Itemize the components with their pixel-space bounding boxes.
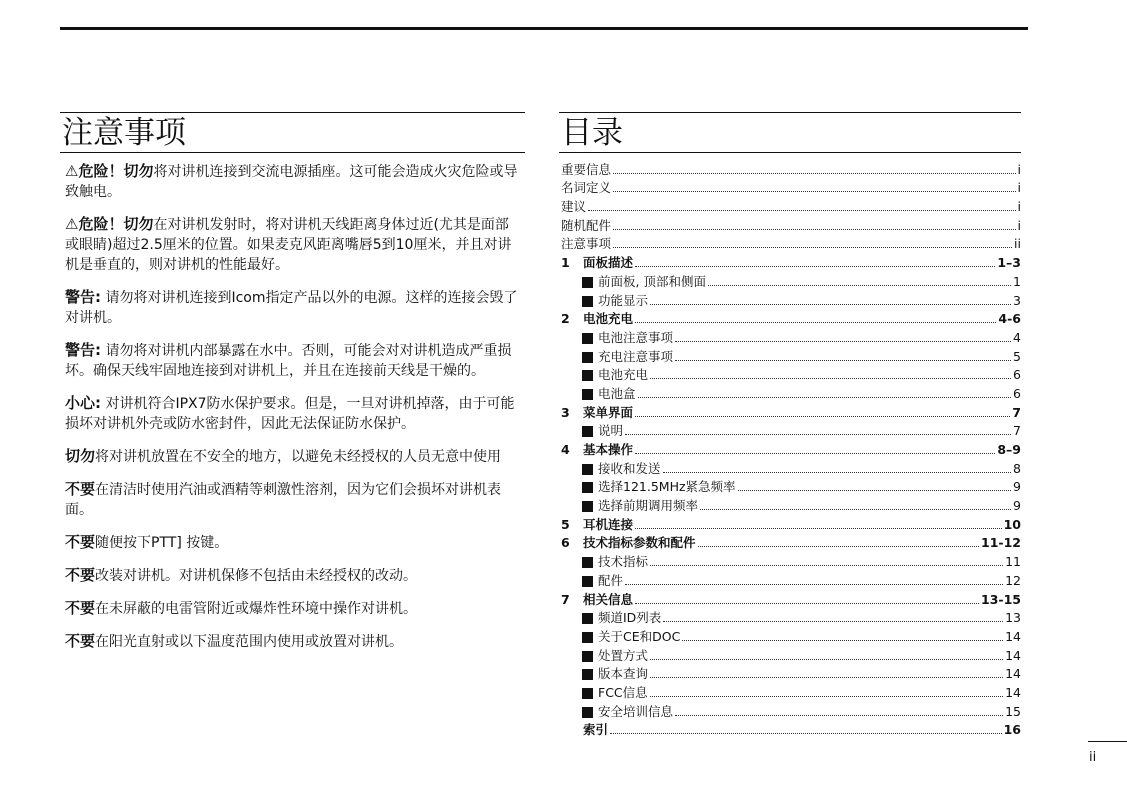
toc-leader-dots bbox=[663, 621, 1003, 622]
precaution-lead: 不要 bbox=[65, 632, 96, 650]
toc-entry[interactable] bbox=[559, 681, 1021, 700]
toc-page-number: 4-6 bbox=[998, 311, 1021, 327]
toc-leader-dots bbox=[650, 378, 1011, 379]
bullet-square-icon bbox=[582, 370, 593, 381]
bullet-square-icon bbox=[582, 669, 593, 680]
toc-label: 注意事项 bbox=[561, 236, 612, 252]
toc-label: 版本查询 bbox=[598, 666, 649, 682]
toc-leader-dots bbox=[675, 360, 1011, 361]
toc-chapter-number: 1 bbox=[561, 255, 570, 271]
toc-entry[interactable] bbox=[559, 308, 1021, 327]
toc-entry[interactable] bbox=[559, 569, 1021, 588]
toc-leader-dots bbox=[625, 434, 1011, 435]
toc-leader-dots bbox=[613, 247, 1012, 248]
bullet-square-icon bbox=[582, 557, 593, 568]
toc-entry[interactable] bbox=[559, 364, 1021, 383]
toc-entry[interactable] bbox=[559, 700, 1021, 719]
precaution-paragraph bbox=[65, 214, 521, 275]
toc-page-number: 8 bbox=[1013, 460, 1021, 476]
toc-leader-dots bbox=[610, 733, 1002, 734]
precaution-paragraph bbox=[65, 393, 521, 434]
toc-chapter-number: 5 bbox=[561, 516, 570, 532]
toc-leader-dots bbox=[613, 173, 1016, 174]
toc-label: 充电注意事项 bbox=[598, 348, 674, 364]
toc-entry[interactable] bbox=[559, 532, 1021, 551]
toc-label: 技术指标参数和配件 bbox=[583, 535, 696, 551]
toc-page-number: ii bbox=[1014, 236, 1021, 252]
bullet-square-icon bbox=[582, 576, 593, 587]
toc-leader-dots bbox=[708, 285, 1011, 286]
toc-label: 前面板, 顶部和侧面 bbox=[598, 273, 706, 289]
toc-entry[interactable] bbox=[559, 233, 1021, 252]
toc-leader-dots bbox=[698, 546, 980, 547]
toc-label: 功能显示 bbox=[598, 292, 649, 308]
toc-entry[interactable] bbox=[559, 382, 1021, 401]
precaution-paragraph bbox=[65, 598, 521, 619]
toc-page-number: 12 bbox=[1005, 572, 1021, 588]
toc-chapter-number: 7 bbox=[561, 591, 570, 607]
toc-page-number: 5 bbox=[1013, 348, 1021, 364]
toc-label: 随机配件 bbox=[561, 217, 612, 233]
bullet-square-icon bbox=[582, 389, 593, 400]
toc-label: 基本操作 bbox=[583, 442, 634, 457]
precaution-lead: 不要 bbox=[65, 480, 96, 498]
toc-leader-dots bbox=[675, 715, 1003, 716]
footer-rule bbox=[1088, 741, 1127, 742]
toc-page-number: 3 bbox=[1013, 292, 1021, 308]
toc-page-number: 9 bbox=[1013, 479, 1021, 495]
toc-entry[interactable] bbox=[559, 270, 1021, 289]
toc-page-number: 14 bbox=[1005, 684, 1021, 700]
bullet-square-icon bbox=[582, 296, 593, 307]
toc-page-number: i bbox=[1017, 180, 1021, 196]
toc-entry[interactable] bbox=[559, 476, 1021, 495]
toc-page-number: 13-15 bbox=[981, 591, 1021, 607]
toc-label: 电池盒 bbox=[598, 385, 636, 401]
toc-page-number: 14 bbox=[1005, 628, 1021, 644]
precautions-title: 注意事项 bbox=[60, 112, 525, 153]
toc-leader-dots bbox=[650, 565, 1003, 566]
precaution-paragraph bbox=[65, 565, 521, 586]
toc-label: 关于CE和DOC bbox=[598, 628, 681, 644]
toc-page-number: 10 bbox=[1003, 516, 1021, 532]
toc-label: 技术指标 bbox=[598, 554, 649, 570]
bullet-square-icon bbox=[582, 688, 593, 699]
precaution-text: 在对讲机发射时，将对讲机天线距离身体过近(尤其是面部或眼睛)超过2.5厘米的位置。如果麦克风距离嘴唇5到10厘米，并且对讲机是垂直的，则对讲机的性能最好。 bbox=[65, 217, 512, 273]
toc-entry[interactable] bbox=[559, 457, 1021, 476]
precaution-lead: 警告: bbox=[65, 288, 101, 306]
toc-entry[interactable] bbox=[559, 158, 1021, 177]
bullet-square-icon bbox=[582, 277, 593, 288]
toc-leader-dots bbox=[635, 322, 996, 323]
toc-label: 频道ID列表 bbox=[598, 610, 662, 626]
toc-leader-dots bbox=[650, 304, 1011, 305]
bullet-square-icon bbox=[582, 632, 593, 643]
toc-leader-dots bbox=[635, 453, 995, 454]
toc-entry[interactable] bbox=[559, 326, 1021, 345]
toc-page-number: 8–9 bbox=[997, 442, 1021, 457]
toc-leader-dots bbox=[675, 341, 1011, 342]
header-rule bbox=[60, 27, 1028, 30]
toc-entry[interactable] bbox=[559, 195, 1021, 214]
precaution-lead: 小心: bbox=[65, 394, 101, 412]
toc-page-number: 1 bbox=[1013, 273, 1021, 289]
toc-entry[interactable] bbox=[559, 494, 1021, 513]
precaution-text: 改装对讲机。对讲机保修不包括由未经授权的改动。 bbox=[95, 568, 418, 584]
contents-section bbox=[559, 112, 1021, 737]
toc-page-number: 7 bbox=[1012, 404, 1021, 420]
toc-leader-dots bbox=[635, 416, 1010, 417]
toc-page-number: 7 bbox=[1013, 423, 1021, 439]
precaution-text: 对讲机符合IPX7防水保护要求。但是，一旦对讲机掉落，由于可能损坏对讲机外壳或防水密封件，因此无法保证防水保护。 bbox=[65, 396, 515, 432]
precaution-text: 将对讲机连接到交流电源插座。这可能会造成火灾危险或导致触电。 bbox=[65, 164, 518, 200]
toc-chapter-number: 6 bbox=[561, 535, 570, 551]
toc-entry[interactable] bbox=[559, 644, 1021, 663]
precaution-text: 请勿将对讲机连接到Icom指定产品以外的电源。这样的连接会毁了对讲机。 bbox=[65, 290, 518, 326]
toc-entry[interactable] bbox=[559, 289, 1021, 308]
toc-entry[interactable] bbox=[559, 513, 1021, 532]
precaution-paragraph bbox=[65, 479, 521, 520]
toc-leader-dots bbox=[663, 472, 1012, 473]
toc-label: 电池注意事项 bbox=[598, 329, 674, 345]
toc-leader-dots bbox=[613, 229, 1016, 230]
toc-label: 耳机连接 bbox=[583, 516, 634, 532]
precaution-text: 将对讲机放置在不安全的地方，以避免未经授权的人员无意中使用 bbox=[95, 449, 502, 465]
toc-entry[interactable] bbox=[559, 401, 1021, 420]
toc-page-number: 15 bbox=[1005, 703, 1021, 719]
precaution-text: 在阳光直射或以下温度范围内使用或放置对讲机。 bbox=[95, 634, 404, 650]
toc-page-number: 9 bbox=[1013, 498, 1021, 514]
precaution-paragraph bbox=[65, 340, 521, 381]
precaution-text: 在未屏蔽的电雷管附近或爆炸性环境中操作对讲机。 bbox=[95, 601, 418, 617]
toc-entry[interactable] bbox=[559, 550, 1021, 569]
toc-leader-dots bbox=[635, 266, 995, 267]
bullet-square-icon bbox=[582, 651, 593, 662]
toc-label: 选择前期调用频率 bbox=[598, 498, 699, 514]
toc-page-number: i bbox=[1017, 217, 1021, 233]
toc-chapter-number: 3 bbox=[561, 404, 570, 420]
toc-list bbox=[559, 158, 1021, 737]
toc-leader-dots bbox=[650, 659, 1003, 660]
toc-label: 面板描述 bbox=[583, 255, 634, 271]
bullet-square-icon bbox=[582, 482, 593, 493]
toc-page-number: 6 bbox=[1013, 385, 1021, 401]
toc-chapter-number: 4 bbox=[561, 442, 570, 457]
page-number: ii bbox=[1089, 750, 1097, 765]
bullet-square-icon bbox=[582, 613, 593, 624]
toc-page-number: 16 bbox=[1003, 722, 1021, 738]
bullet-square-icon bbox=[582, 464, 593, 475]
toc-label: 接收和发送 bbox=[598, 460, 661, 476]
toc-page-number: 4 bbox=[1013, 329, 1021, 345]
toc-entry[interactable] bbox=[559, 420, 1021, 439]
toc-leader-dots bbox=[625, 584, 1003, 585]
precaution-paragraph bbox=[65, 446, 521, 467]
toc-entry[interactable] bbox=[559, 345, 1021, 364]
toc-label: 建议 bbox=[561, 199, 587, 215]
bullet-square-icon bbox=[582, 333, 593, 344]
toc-entry[interactable] bbox=[559, 719, 1021, 738]
precaution-text: 随便按下PTT] 按键。 bbox=[95, 535, 229, 551]
toc-entry[interactable] bbox=[559, 177, 1021, 196]
toc-label: FCC信息 bbox=[598, 684, 648, 700]
toc-leader-dots bbox=[638, 397, 1012, 398]
precaution-paragraph bbox=[65, 631, 521, 652]
precaution-lead: 不要 bbox=[65, 566, 96, 584]
toc-label: 电池充电 bbox=[598, 367, 649, 383]
toc-page-number: 14 bbox=[1005, 647, 1021, 663]
toc-leader-dots bbox=[635, 603, 979, 604]
toc-entry[interactable] bbox=[559, 214, 1021, 233]
precautions-section bbox=[60, 112, 525, 664]
toc-leader-dots bbox=[650, 696, 1003, 697]
toc-entry[interactable] bbox=[559, 251, 1021, 270]
toc-page-number: 11-12 bbox=[981, 535, 1021, 551]
toc-leader-dots bbox=[682, 640, 1003, 641]
precaution-text: 请勿将对讲机内部暴露在水中。否则，可能会对对讲机造成严重损坏。确保天线牢固地连接到对讲机上，并且在连接前天线是干燥的。 bbox=[65, 343, 512, 379]
precaution-lead: 不要 bbox=[65, 599, 96, 617]
precaution-lead: 不要 bbox=[65, 533, 96, 551]
toc-leader-dots bbox=[588, 210, 1016, 211]
bullet-square-icon bbox=[582, 352, 593, 363]
toc-page-number: 6 bbox=[1013, 367, 1021, 383]
toc-label: 索引 bbox=[583, 722, 609, 738]
toc-entry[interactable] bbox=[559, 607, 1021, 626]
precaution-lead: ⚠危险！切勿 bbox=[65, 162, 154, 180]
toc-label: 名词定义 bbox=[561, 180, 612, 196]
toc-page-number: i bbox=[1017, 199, 1021, 215]
toc-label: 安全培训信息 bbox=[598, 703, 674, 719]
toc-label: 说明 bbox=[598, 423, 624, 439]
toc-leader-dots bbox=[738, 490, 1012, 491]
precaution-text: 在清洁时使用汽油或酒精等刺激性溶剂，因为它们会损坏对讲机表面。 bbox=[65, 482, 502, 518]
precaution-paragraph bbox=[65, 532, 521, 553]
toc-leader-dots bbox=[635, 528, 1002, 529]
toc-leader-dots bbox=[613, 191, 1016, 192]
toc-page-number: 11 bbox=[1005, 554, 1021, 570]
bullet-square-icon bbox=[582, 501, 593, 512]
toc-entry[interactable] bbox=[559, 663, 1021, 682]
toc-label: 重要信息 bbox=[561, 161, 612, 177]
contents-title: 目录 bbox=[559, 112, 1021, 153]
toc-label: 选择121.5MHz紧急频率 bbox=[598, 479, 736, 495]
bullet-square-icon bbox=[582, 707, 593, 718]
precaution-lead: 切勿 bbox=[65, 447, 96, 465]
toc-page-number: i bbox=[1017, 161, 1021, 177]
precautions-list bbox=[60, 161, 525, 652]
toc-leader-dots bbox=[650, 677, 1003, 678]
toc-label: 电池充电 bbox=[583, 311, 634, 327]
precaution-lead: ⚠危险！切勿 bbox=[65, 215, 154, 233]
toc-entry[interactable] bbox=[559, 438, 1021, 457]
precaution-paragraph bbox=[65, 161, 521, 202]
toc-label: 处置方式 bbox=[598, 647, 649, 663]
toc-label: 相关信息 bbox=[583, 591, 634, 607]
toc-label: 菜单界面 bbox=[583, 404, 634, 420]
precaution-lead: 警告: bbox=[65, 341, 101, 359]
toc-entry[interactable] bbox=[559, 588, 1021, 607]
toc-page-number: 13 bbox=[1005, 610, 1021, 626]
toc-leader-dots bbox=[700, 509, 1011, 510]
toc-page-number: 1–3 bbox=[997, 255, 1021, 271]
toc-page-number: 14 bbox=[1005, 666, 1021, 682]
toc-label: 配件 bbox=[598, 572, 624, 588]
bullet-square-icon bbox=[582, 426, 593, 437]
precaution-paragraph bbox=[65, 287, 521, 328]
toc-entry[interactable] bbox=[559, 625, 1021, 644]
toc-chapter-number: 2 bbox=[561, 311, 570, 327]
